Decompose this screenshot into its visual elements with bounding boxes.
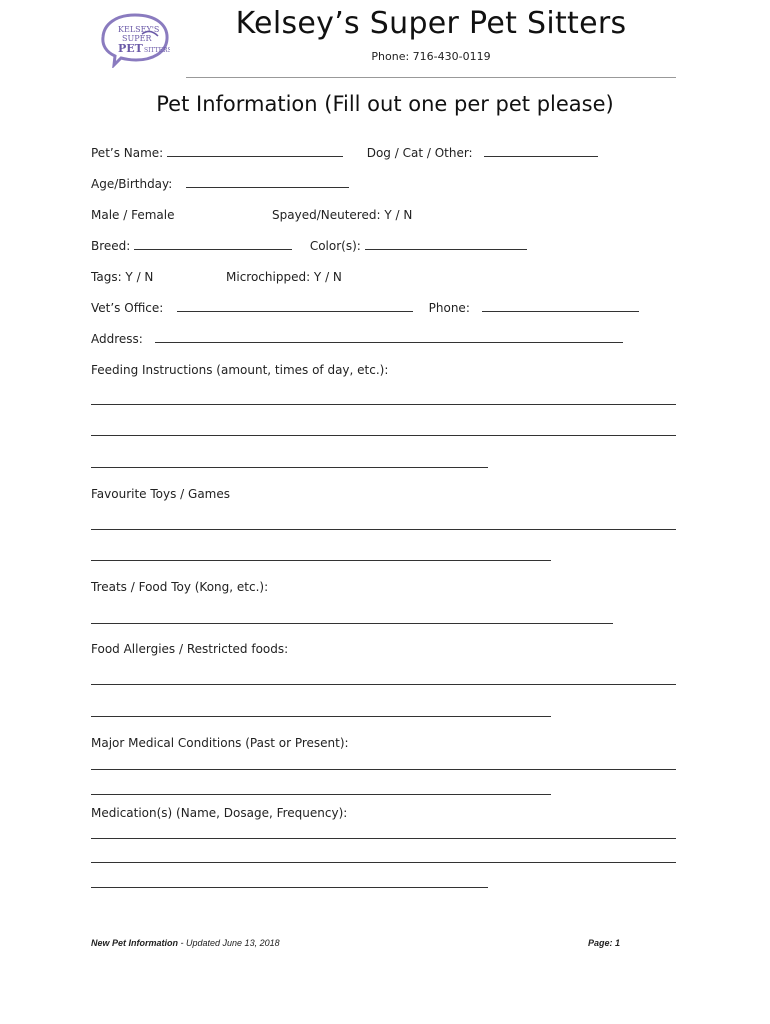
- footer-document-info: [91, 938, 280, 948]
- company-logo: [100, 12, 170, 68]
- age-row: [91, 177, 349, 191]
- medication-line-3[interactable]: [91, 887, 488, 888]
- form-heading: Pet Information (Fill out one per pet please): [156, 92, 614, 116]
- company-phone: Phone: 716-430-0119: [371, 50, 491, 63]
- svg-text:KELSEY'S: KELSEY'S: [118, 25, 160, 34]
- age-label: Age/Birthday:: [91, 177, 173, 191]
- vet-row: [91, 301, 639, 315]
- header-divider: [186, 77, 676, 78]
- age-field[interactable]: [186, 177, 349, 188]
- medication-line-1[interactable]: [91, 838, 676, 839]
- spayed-row: [272, 208, 412, 222]
- medical-line-1[interactable]: [91, 769, 676, 770]
- medication-line-2[interactable]: [91, 862, 676, 863]
- address-field[interactable]: [155, 332, 623, 343]
- breed-label: Breed:: [91, 239, 131, 253]
- vet-office-label: Vet’s Office:: [91, 301, 164, 315]
- svg-text:SITTERS: SITTERS: [144, 47, 170, 54]
- microchip-row: [226, 270, 342, 284]
- species-label: Dog / Cat / Other:: [366, 146, 473, 160]
- vet-office-field[interactable]: [177, 301, 413, 312]
- medication-label: Medication(s) (Name, Dosage, Frequency):: [91, 806, 348, 820]
- feeding-line-2[interactable]: [91, 435, 676, 436]
- feeding-line-3[interactable]: [91, 467, 488, 468]
- tags-label[interactable]: Tags: Y / N: [91, 270, 154, 284]
- spayed-label[interactable]: Spayed/Neutered: Y / N: [272, 208, 413, 222]
- sex-label[interactable]: Male / Female: [91, 208, 175, 222]
- breed-field[interactable]: [134, 239, 292, 250]
- allergies-line-2[interactable]: [91, 716, 551, 717]
- color-field[interactable]: [365, 239, 527, 250]
- breed-row: [91, 239, 527, 253]
- pet-name-label: Pet’s Name:: [91, 146, 164, 160]
- allergies-label: Food Allergies / Restricted foods:: [91, 642, 289, 656]
- pet-name-field[interactable]: [167, 146, 343, 157]
- address-label: Address:: [91, 332, 143, 346]
- footer-updated: - Updated June 13, 2018: [178, 938, 280, 948]
- svg-text:SUPER: SUPER: [122, 34, 152, 43]
- company-title: Kelsey’s Super Pet Sitters: [235, 6, 627, 41]
- treats-label: Treats / Food Toy (Kong, etc.):: [91, 580, 269, 594]
- feeding-line-1[interactable]: [91, 404, 676, 405]
- footer-page-number: Page: 1: [588, 938, 621, 948]
- medical-label: Major Medical Conditions (Past or Present):: [91, 736, 349, 750]
- vet-phone-label: Phone:: [428, 301, 470, 315]
- footer-doc-name: New Pet Information: [91, 938, 179, 948]
- vet-phone-field[interactable]: [482, 301, 639, 312]
- address-row: [91, 332, 623, 346]
- medical-line-2[interactable]: [91, 794, 551, 795]
- svg-text:PET: PET: [118, 42, 143, 55]
- toys-line-1[interactable]: [91, 529, 676, 530]
- species-field[interactable]: [484, 146, 598, 157]
- treats-line-1[interactable]: [91, 623, 613, 624]
- microchip-label[interactable]: Microchipped: Y / N: [226, 270, 342, 284]
- pet-name-row: [91, 146, 598, 160]
- sex-row: [91, 208, 174, 222]
- feeding-label: Feeding Instructions (amount, times of day, etc.):: [91, 363, 389, 377]
- allergies-line-1[interactable]: [91, 684, 676, 685]
- toys-line-2[interactable]: [91, 560, 551, 561]
- toys-label: Favourite Toys / Games: [91, 487, 231, 501]
- color-label: Color(s):: [309, 239, 361, 253]
- tags-row: [91, 270, 153, 284]
